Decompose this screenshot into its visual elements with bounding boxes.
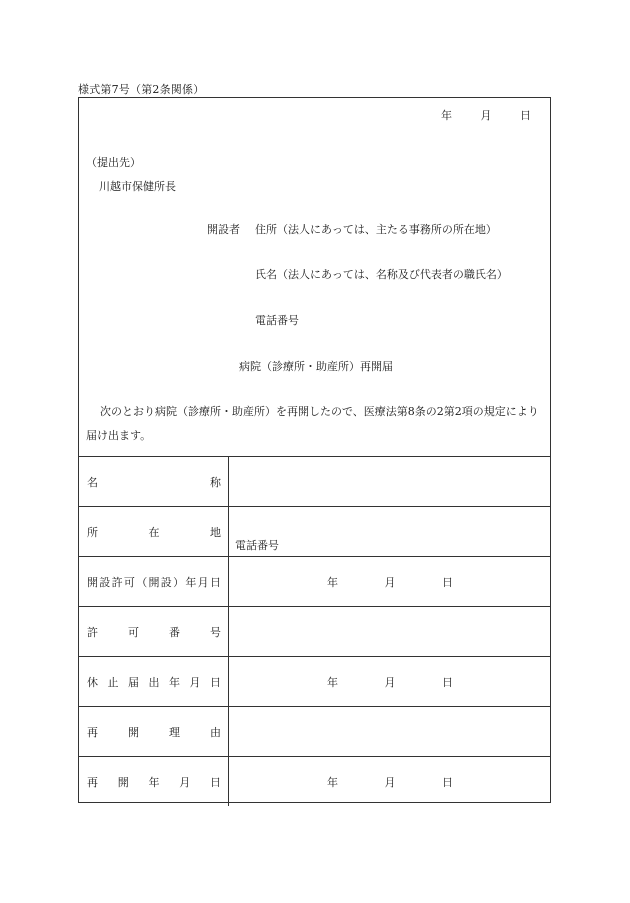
reopening-date-field[interactable] — [229, 757, 551, 807]
label-char: 由 — [210, 725, 221, 739]
submit-to-label: （提出先） — [86, 156, 141, 169]
notice-body-text: 次のとおり病院（診療所・助産所）を再開したので、医療法第8条の2第2項の規定により届け出ます。 — [86, 405, 539, 442]
date-month-label: 月 — [384, 575, 396, 589]
suspension-date-field[interactable] — [229, 657, 551, 707]
details-table — [79, 456, 550, 806]
date-year-label: 年 — [327, 775, 338, 789]
label-char: 名 — [87, 475, 98, 489]
label-char: 年 — [148, 775, 160, 789]
recipient-name: 川越市保健所長 — [99, 180, 176, 193]
label-char: 理 — [169, 725, 180, 739]
label-char: 可 — [128, 625, 139, 639]
date-day-label: 日 — [520, 109, 531, 122]
table-row — [79, 507, 550, 557]
permit-number-field[interactable] — [229, 607, 551, 657]
label-char: 在 — [148, 525, 160, 539]
permit-number-label — [79, 607, 229, 657]
location-label — [79, 507, 229, 557]
date-month-label: 月 — [480, 109, 492, 122]
label-char: 所 — [87, 525, 98, 539]
reopening-reason-label — [79, 707, 229, 757]
label-char: （ — [136, 575, 148, 589]
submission-date — [441, 107, 531, 123]
label-char: 月 — [179, 775, 191, 789]
label-char: 月 — [197, 575, 209, 589]
label-char: 開 — [128, 725, 139, 739]
form-number-label: 様式第7号（第2条関係） — [78, 83, 205, 96]
label-char: 許 — [87, 625, 98, 639]
permit-date-field[interactable] — [229, 557, 551, 607]
label-char: 称 — [210, 475, 221, 489]
date-day-label: 日 — [442, 675, 453, 689]
label-char: 設 — [99, 575, 111, 589]
form-frame — [78, 97, 551, 803]
label-char: ） — [173, 575, 185, 589]
founder-address-label: 住所（法人にあっては、主たる事務所の所在地） — [255, 223, 497, 236]
table-row — [79, 707, 550, 757]
location-phone-label: 電話番号 — [235, 539, 279, 552]
label-char: 開 — [148, 575, 160, 589]
date-day-label: 日 — [442, 775, 453, 789]
label-char: 年 — [169, 675, 180, 689]
table-row — [79, 657, 550, 707]
label-char: 設 — [160, 575, 172, 589]
date-month-label: 月 — [384, 675, 396, 689]
document-title: 病院（診療所・助産所）再開届 — [239, 360, 393, 373]
table-row — [79, 607, 550, 657]
table-row — [79, 757, 550, 807]
label-char: 可 — [123, 575, 135, 589]
date-year-label: 年 — [327, 675, 338, 689]
label-char: 止 — [107, 675, 119, 689]
location-field[interactable] — [229, 507, 551, 557]
reopening-reason-field[interactable] — [229, 707, 551, 757]
label-char: 出 — [148, 675, 160, 689]
label-char: 地 — [210, 525, 221, 539]
date-year-label: 年 — [327, 575, 338, 589]
date-day-label: 日 — [442, 575, 453, 589]
founder-name-label: 氏名（法人にあっては、名称及び代表者の職氏名） — [255, 268, 508, 281]
label-char: 休 — [87, 675, 98, 689]
table-row — [79, 457, 550, 507]
label-char: 許 — [111, 575, 123, 589]
label-char: 再 — [87, 725, 98, 739]
label-char: 号 — [210, 625, 221, 639]
label-char: 年 — [185, 575, 197, 589]
suspension-date-label — [79, 657, 229, 707]
date-month-label: 月 — [384, 775, 396, 789]
permit-date-label — [79, 557, 229, 607]
facility-name-field[interactable] — [229, 457, 551, 507]
founder-phone-label: 電話番号 — [255, 314, 299, 327]
date-year-label: 年 — [441, 109, 452, 122]
label-char: 日 — [209, 575, 221, 589]
label-char: 再 — [87, 775, 98, 789]
label-char: 日 — [210, 775, 221, 789]
label-char: 番 — [169, 625, 180, 639]
label-char: 届 — [128, 675, 139, 689]
facility-name-label — [79, 457, 229, 507]
label-char: 日 — [210, 675, 221, 689]
label-char: 開 — [117, 775, 129, 789]
label-char: 月 — [189, 675, 201, 689]
reopening-date-label — [79, 757, 229, 807]
founder-label: 開設者 — [207, 223, 240, 236]
table-row — [79, 557, 550, 607]
label-char: 開 — [87, 575, 98, 589]
